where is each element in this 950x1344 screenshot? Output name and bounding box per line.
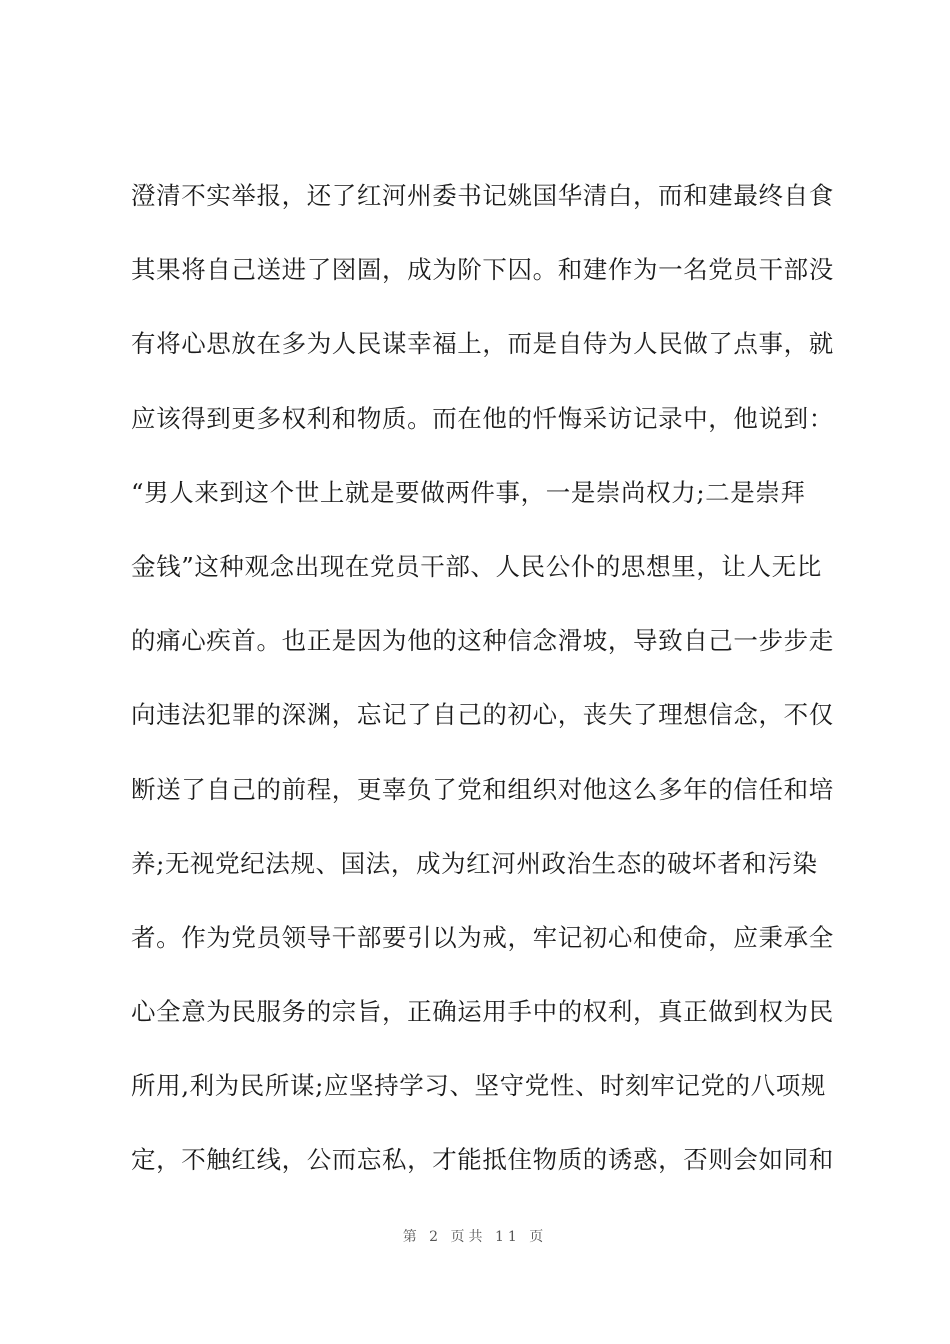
text-line: 断送了自己的前程，更辜负了党和组织对他这么多年的信任和培 bbox=[131, 774, 834, 804]
page-number-footer: 第 2 页共 11 页 bbox=[402, 1229, 548, 1245]
text-line: 澄清不实举报，还了红河州委书记姚国华清白，而和建最终自食 bbox=[131, 181, 834, 210]
text-line: 心全意为民服务的宗旨，正确运用手中的权利，真正做到权为民 bbox=[131, 997, 834, 1027]
text-line: 的痛心疾首。也正是因为他的这种信念滑坡，导致自己一步步走 bbox=[131, 626, 834, 656]
text-line: 所用,利为民所谋;应坚持学习、坚守党性、时刻牢记党的八项规 bbox=[131, 1071, 826, 1101]
text-line: 应该得到更多权利和物质。而在他的忏悔采访记录中，他说到： bbox=[131, 403, 834, 433]
text-line: 其果将自己送进了囹圄，成为阶下囚。和建作为一名党员干部没 bbox=[131, 255, 834, 285]
text-line: 定，不触红线，公而忘私，才能抵住物质的诱惑，否则会如同和 bbox=[131, 1145, 834, 1175]
text-line: 向违法犯罪的深渊，忘记了自己的初心，丧失了理想信念，不仅 bbox=[131, 700, 834, 730]
text-line: 有将心思放在多为人民谋幸福上，而是自侍为人民做了点事，就 bbox=[131, 329, 834, 359]
body-text bbox=[131, 172, 846, 1211]
text-line: 金钱”这种观念出现在党员干部、人民公仆的思想里，让人无比 bbox=[131, 551, 822, 581]
text-line: 养;无视党纪法规、国法，成为红河州政治生态的破坏者和污染 bbox=[131, 848, 818, 878]
text-line: 者。作为党员领导干部要引以为戒，牢记初心和使命，应秉承全 bbox=[131, 922, 834, 952]
text-line: “男人来到这个世上就是要做两件事，一是崇尚权力;二是崇拜 bbox=[131, 477, 806, 507]
